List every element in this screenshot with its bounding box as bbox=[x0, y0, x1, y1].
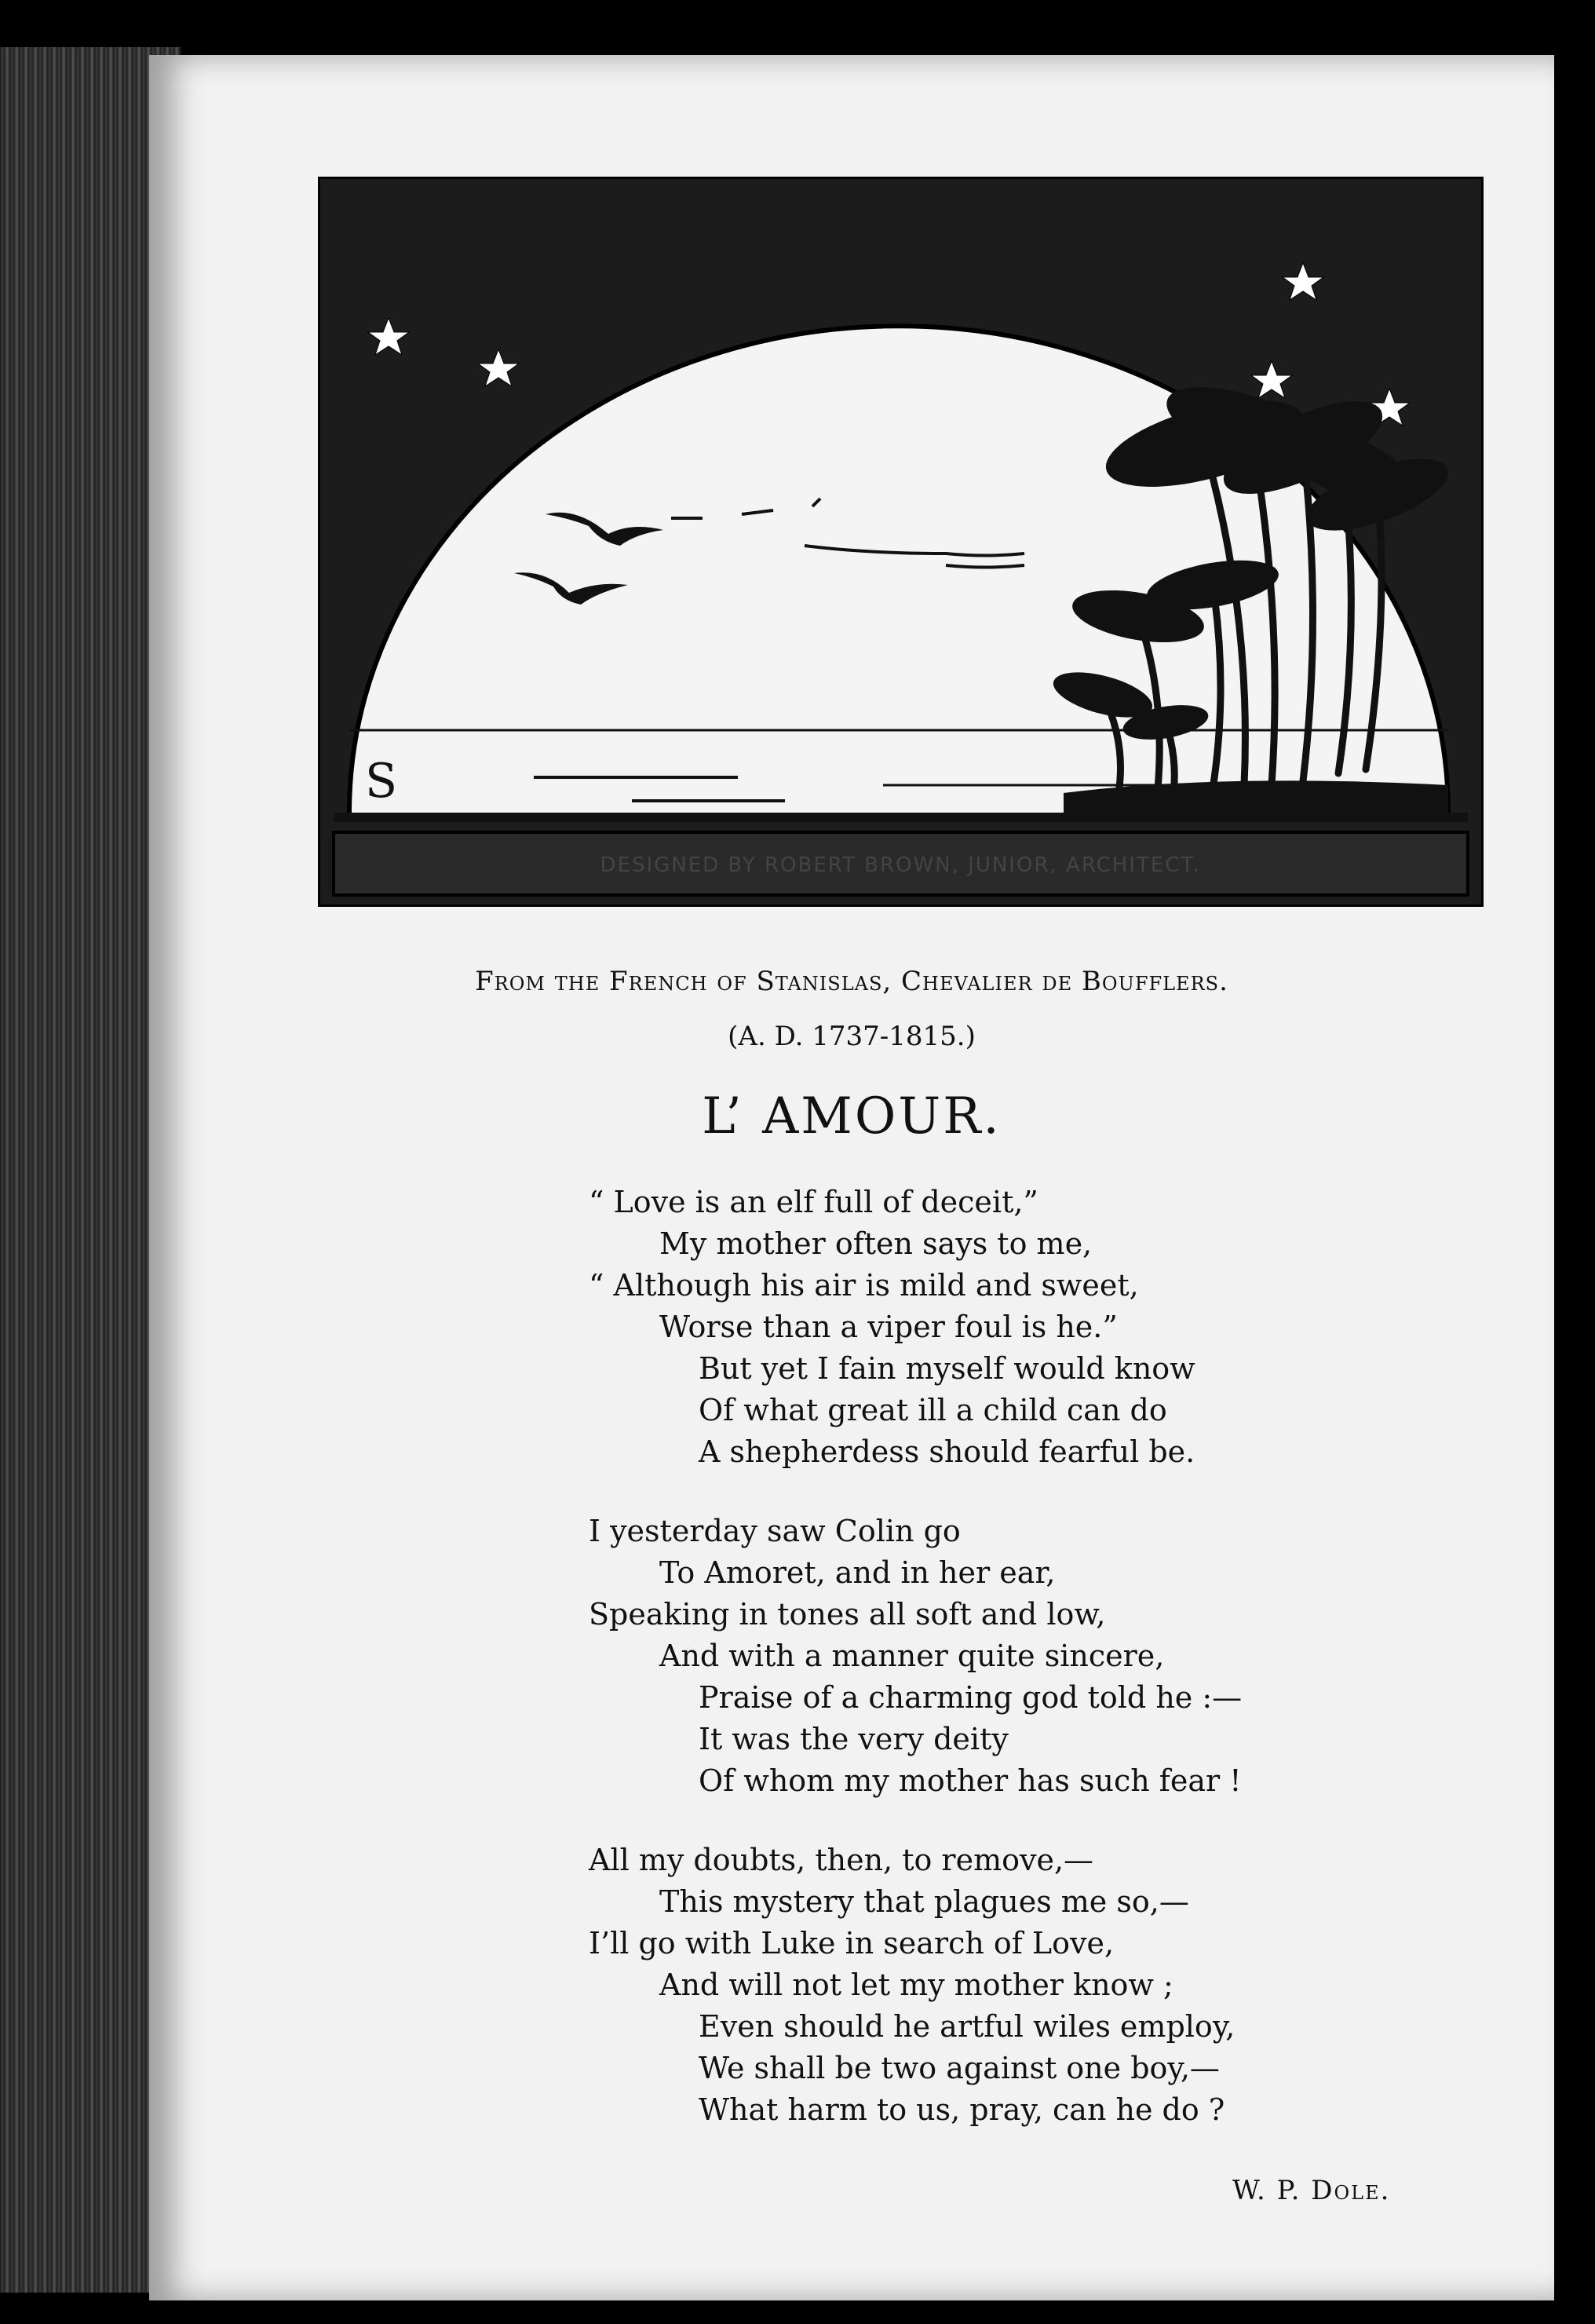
poem-author: W. P. Dole. bbox=[1232, 2175, 1391, 2206]
poem-line: My mother often says to me, bbox=[659, 1226, 1093, 1261]
stanza-2 bbox=[589, 1511, 1452, 1802]
initial-letter: S bbox=[365, 754, 398, 809]
poem-title: L’ AMOUR. bbox=[702, 1087, 1002, 1146]
poem-line: And will not let my mother know ; bbox=[659, 1968, 1173, 2002]
poem-line: Of what great ill a child can do bbox=[699, 1393, 1167, 1427]
poem-subtitle: From the French of Stanislas, Chevalier de Boufflers. bbox=[475, 966, 1228, 997]
stanza-1 bbox=[589, 1182, 1452, 1473]
poem-line: It was the very deity bbox=[699, 1722, 1009, 1756]
poem-body bbox=[589, 1182, 1452, 2169]
poem-line: All my doubts, then, to remove,— bbox=[589, 1843, 1094, 1877]
poem-line: Praise of a charming god told he :— bbox=[699, 1680, 1243, 1715]
poem-line: Even should he artful wiles employ, bbox=[699, 2009, 1235, 2044]
poem-dates: (A. D. 1737-1815.) bbox=[728, 1021, 976, 1052]
poem-line: A shepherdess should fearful be. bbox=[699, 1434, 1195, 1469]
poem-line: We shall be two against one boy,— bbox=[699, 2051, 1220, 2085]
poem-line: Worse than a viper foul is he.” bbox=[659, 1310, 1118, 1344]
poem-line: “ Although his air is mild and sweet, bbox=[589, 1268, 1139, 1303]
illustration-credit: DESIGNED BY ROBERT BROWN, JUNIOR, ARCHITECT. bbox=[600, 853, 1201, 877]
poem-line: Speaking in tones all soft and low, bbox=[589, 1597, 1106, 1632]
headpiece-illustration bbox=[318, 177, 1484, 907]
poem-line: This mystery that plagues me so,— bbox=[659, 1884, 1189, 1919]
poem-line: To Amoret, and in her ear, bbox=[659, 1555, 1056, 1590]
poem-line: What harm to us, pray, can he do ? bbox=[699, 2092, 1225, 2127]
stanza-3 bbox=[589, 1840, 1452, 2131]
poem-line: “ Love is an elf full of deceit,” bbox=[589, 1185, 1038, 1219]
poem-line: I’ll go with Luke in search of Love, bbox=[589, 1926, 1115, 1960]
poem-line: I yesterday saw Colin go bbox=[589, 1514, 961, 1548]
poem-line: Of whom my mother has such fear ! bbox=[699, 1763, 1242, 1798]
book-page bbox=[149, 55, 1554, 2300]
poem-line: But yet I fain myself would know bbox=[699, 1351, 1195, 1386]
poem-line: And with a manner quite sincere, bbox=[659, 1639, 1165, 1673]
